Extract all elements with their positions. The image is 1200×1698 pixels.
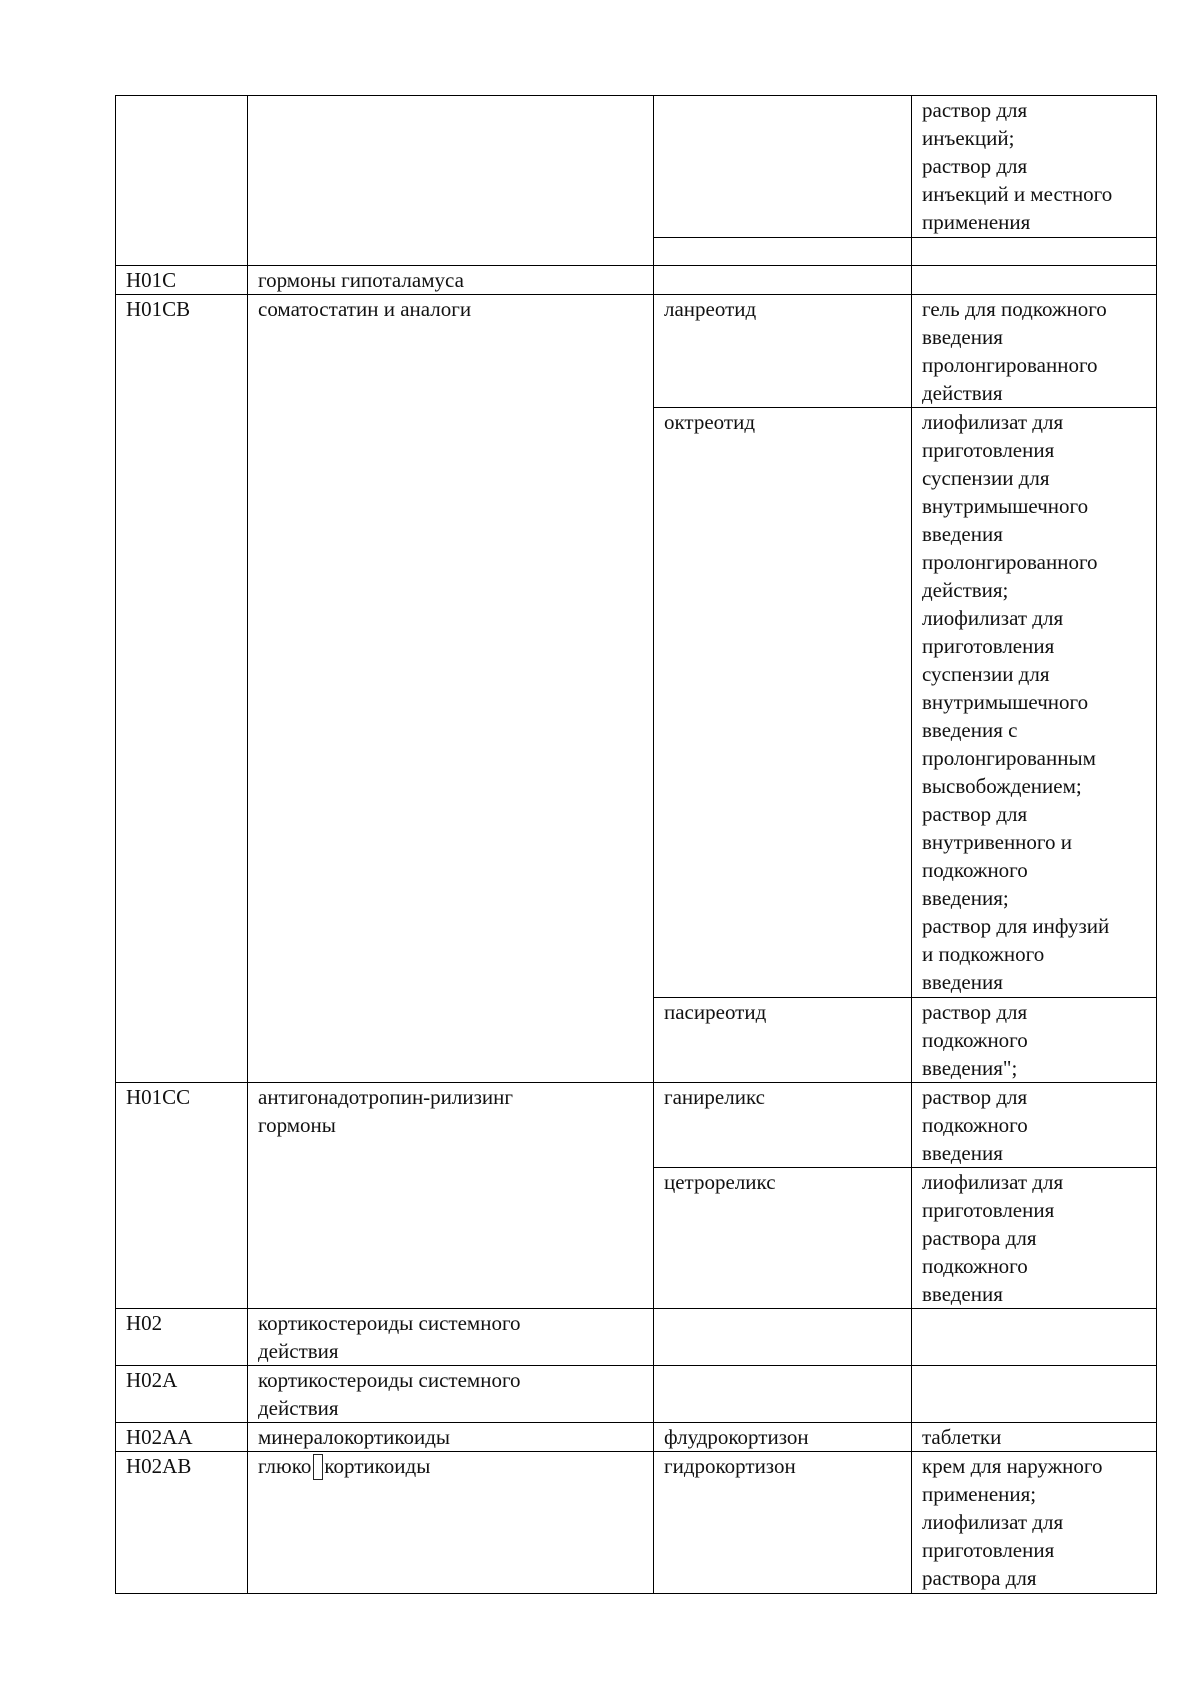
atc-code-cell: H02AA (116, 1423, 248, 1452)
table-row (116, 1366, 1157, 1423)
drug-name-cell: флудрокортизон (654, 1423, 912, 1452)
table-row (116, 1452, 1157, 1594)
table-row (116, 96, 1157, 238)
table-row (116, 295, 1157, 408)
dosage-forms-cell: таблетки (912, 1423, 1157, 1452)
group-name-cell: соматостатин и аналоги (248, 295, 654, 1083)
drug-table (115, 95, 1157, 1594)
atc-code-cell (116, 96, 248, 266)
dosage-forms-cell: раствор для подкожного введения"; (912, 998, 1157, 1083)
group-name-cell: минералокортикоиды (248, 1423, 654, 1452)
group-name-cell (248, 96, 654, 266)
drug-name-cell (654, 1366, 912, 1423)
drug-name-cell (654, 266, 912, 295)
dosage-forms-cell: лиофилизат для приготовления суспензии для внутримышечного введения пролонгированного действия; лиофилизат для приготовления суспензии для внутримышечного введения с пролонгированным высвобождением; раствор для внутривенного и подкожного введения; раствор для инфузий и подкожного введения (912, 408, 1157, 998)
dosage-forms-cell: гель для подкожного введения пролонгированного действия (912, 295, 1157, 408)
dosage-forms-cell: раствор для инъекций; раствор для инъекций и местного применения (912, 96, 1157, 238)
drug-name-cell: пасиреотид (654, 998, 912, 1083)
group-name-part: кортикоиды (324, 1454, 431, 1478)
atc-code-cell: H01C (116, 266, 248, 295)
drug-name-cell: ганиреликс (654, 1083, 912, 1168)
group-name-part: глюко (258, 1454, 312, 1478)
drug-name-cell: октреотид (654, 408, 912, 998)
drug-name-cell: цетрореликс (654, 1168, 912, 1309)
dosage-forms-cell (912, 266, 1157, 295)
atc-code-cell: H01CB (116, 295, 248, 1083)
dosage-forms-cell (912, 238, 1157, 266)
table-row (116, 266, 1157, 295)
atc-code-cell: H02AB (116, 1452, 248, 1594)
table-row (116, 1423, 1157, 1452)
drug-name-cell (654, 96, 912, 238)
drug-name-cell (654, 1309, 912, 1366)
group-name-cell: антигонадотропин-рилизинг гормоны (248, 1083, 654, 1309)
drug-name-cell (654, 238, 912, 266)
table-row (116, 1309, 1157, 1366)
group-name-cell (248, 1452, 654, 1594)
dosage-forms-cell: лиофилизат для приготовления раствора для подкожного введения (912, 1168, 1157, 1309)
drug-name-cell: ланреотид (654, 295, 912, 408)
table-row (116, 1083, 1157, 1168)
dosage-forms-cell: раствор для подкожного введения (912, 1083, 1157, 1168)
dosage-forms-cell (912, 1366, 1157, 1423)
dosage-forms-cell (912, 1309, 1157, 1366)
atc-code-cell: H02A (116, 1366, 248, 1423)
text-cursor-box (313, 1454, 323, 1480)
group-name-cell: гормоны гипоталамуса (248, 266, 654, 295)
atc-code-cell: H02 (116, 1309, 248, 1366)
atc-code-cell: H01CC (116, 1083, 248, 1309)
dosage-forms-cell: крем для наружного применения; лиофилизат для приготовления раствора для (912, 1452, 1157, 1594)
drug-name-cell: гидрокортизон (654, 1452, 912, 1594)
group-name-cell: кортикостероиды системного действия (248, 1309, 654, 1366)
group-name-cell: кортикостероиды системного действия (248, 1366, 654, 1423)
